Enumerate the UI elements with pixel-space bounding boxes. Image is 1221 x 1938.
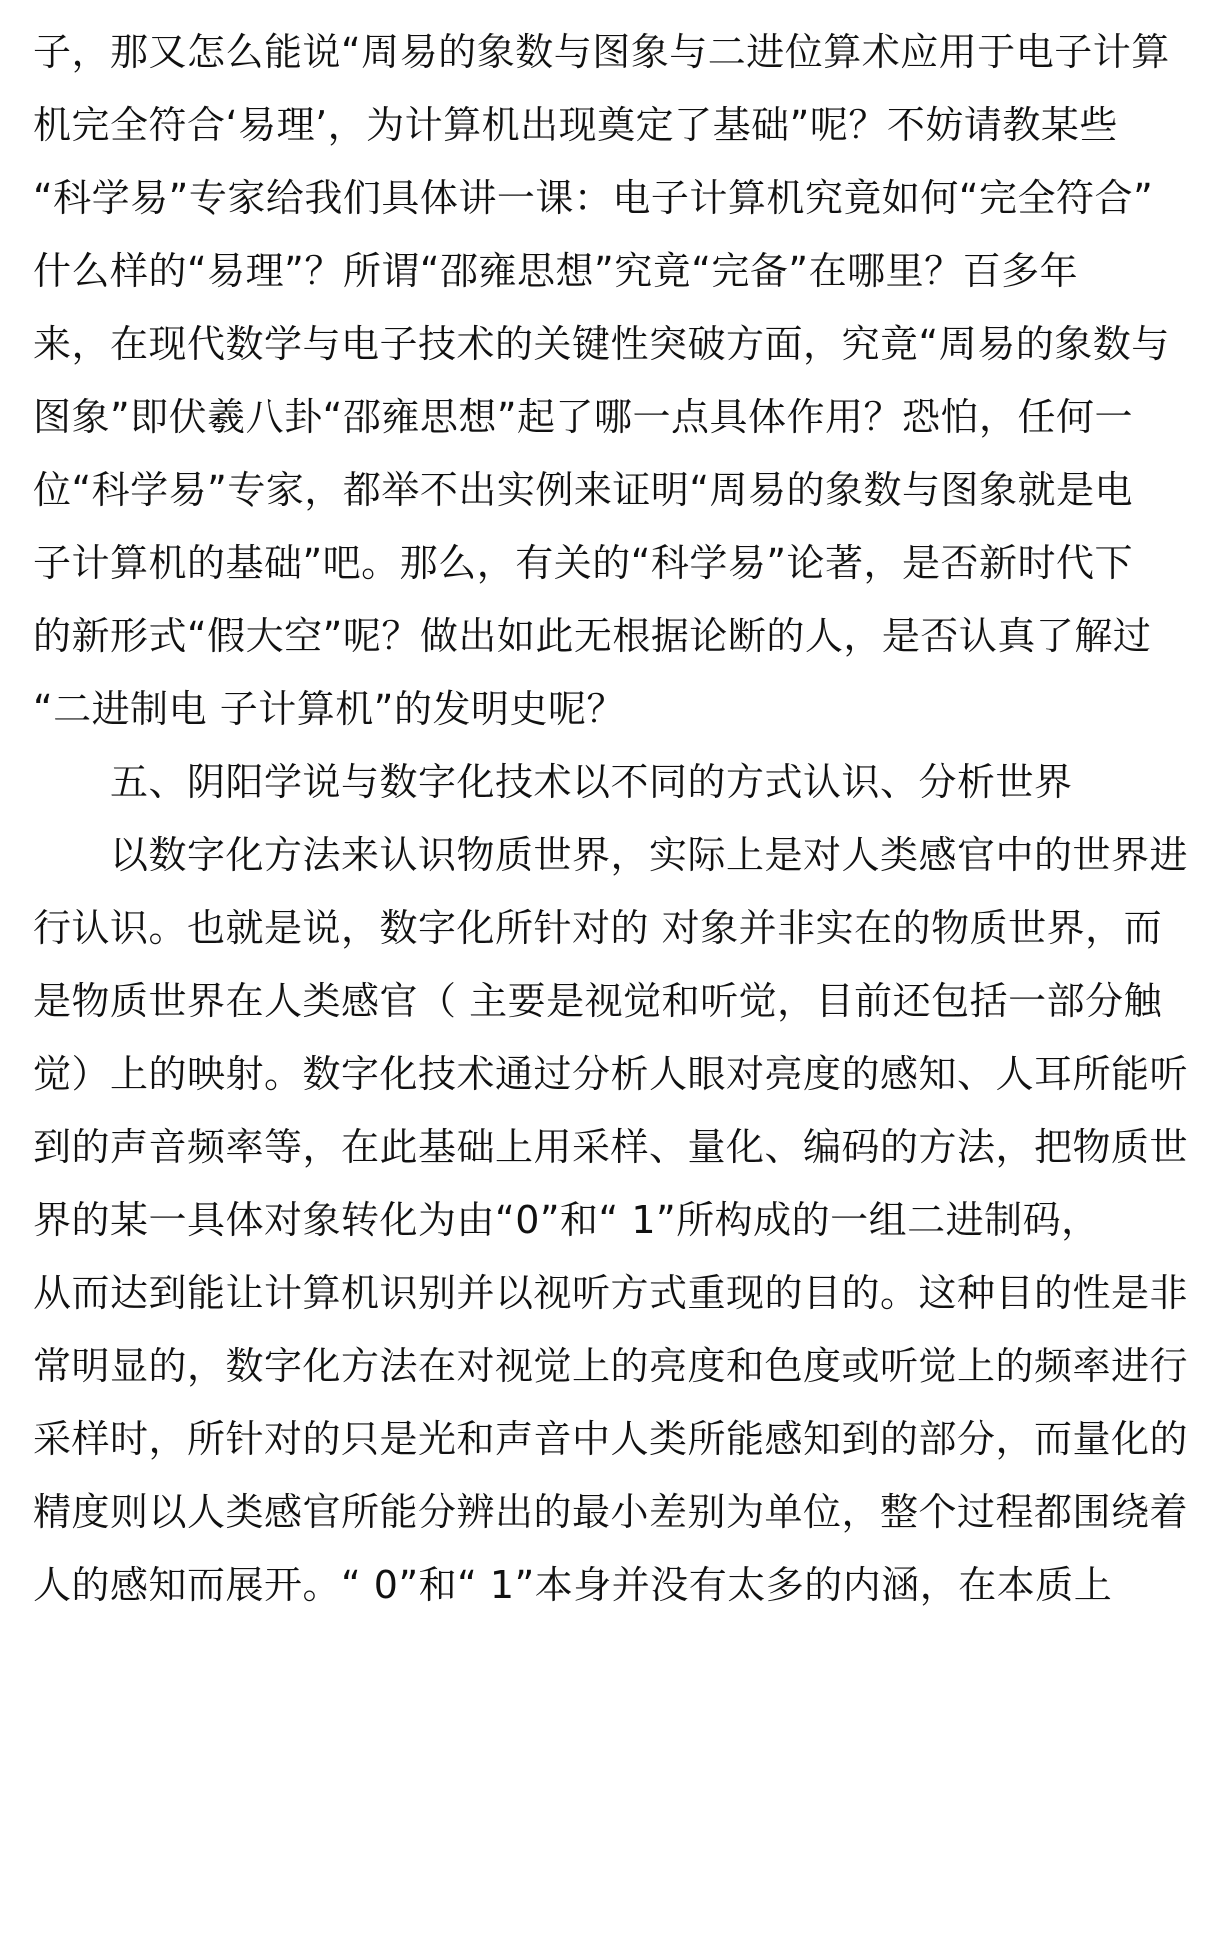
section-heading: 五、阴阳学说与数字化技术以不同的方式认识、分析世界 — [110, 760, 1073, 804]
text-line: 什么样的“易理”？所谓“邵雍思想”究竟“完备”在哪里？百多年 — [33, 249, 1079, 293]
text-line: 图象”即伏羲八卦“邵雍思想”起了哪一点具体作用？恐怕，任何一 — [33, 395, 1134, 439]
text-line: 位“科学易”专家，都举不出实例来证明“周易的象数与图象就是电 — [33, 468, 1134, 512]
text-line: 常明显的，数字化方法在对视觉上的亮度和色度或听觉上的频率进行 — [33, 1344, 1189, 1388]
text-line: 子计算机的基础”吧。那么，有关的“科学易”论著，是否新时代下 — [33, 541, 1134, 585]
text-line: 子，那又怎么能说“周易的象数与图象与二进位算术应用于电子计算 — [33, 30, 1170, 74]
text-line: 从而达到能让计算机识别并以视听方式重现的目的。这种目的性是非 — [33, 1271, 1189, 1315]
text-line: 的新形式“假大空”呢？做出如此无根据论断的人，是否认真了解过 — [33, 614, 1152, 658]
text-line: 界的某一具体对象转化为由“0”和“ 1”所构成的一组二进制码， — [33, 1198, 1100, 1242]
text-line: “科学易”专家给我们具体讲一课：电子计算机究竟如何“完全符合” — [33, 176, 1154, 220]
text-line: 行认识。也就是说，数字化所针对的 对象并非实在的物质世界，而 — [33, 906, 1163, 950]
text-line: “二进制电 子计算机”的发明史呢？ — [33, 687, 625, 731]
text-line: 采样时，所针对的只是光和声音中人类所能感知到的部分，而量化的 — [33, 1417, 1189, 1461]
text-line: 觉）上的映射。数字化技术通过分析人眼对亮度的感知、人耳所能听 — [33, 1052, 1189, 1096]
text-line: 机完全符合‘易理’，为计算机出现奠定了基础”呢？不妨请教某些 — [33, 103, 1118, 147]
paragraph-first-line: 以数字化方法来认识物质世界，实际上是对人类感官中的世界进 — [110, 833, 1189, 877]
text-line: 是物质世界在人类感官（ 主要是视觉和听觉，目前还包括一部分触 — [33, 979, 1163, 1023]
text-line: 到的声音频率等，在此基础上用采样、量化、编码的方法，把物质世 — [33, 1125, 1189, 1169]
text-line: 精度则以人类感官所能分辨出的最小差别为单位，整个过程都围绕着 — [33, 1490, 1189, 1534]
text-line: 来，在现代数学与电子技术的关键性突破方面，究竟“周易的象数与 — [33, 322, 1170, 366]
text-line: 人的感知而展开。“ 0”和“ 1”本身并没有太多的内涵，在本质上 — [33, 1563, 1113, 1607]
